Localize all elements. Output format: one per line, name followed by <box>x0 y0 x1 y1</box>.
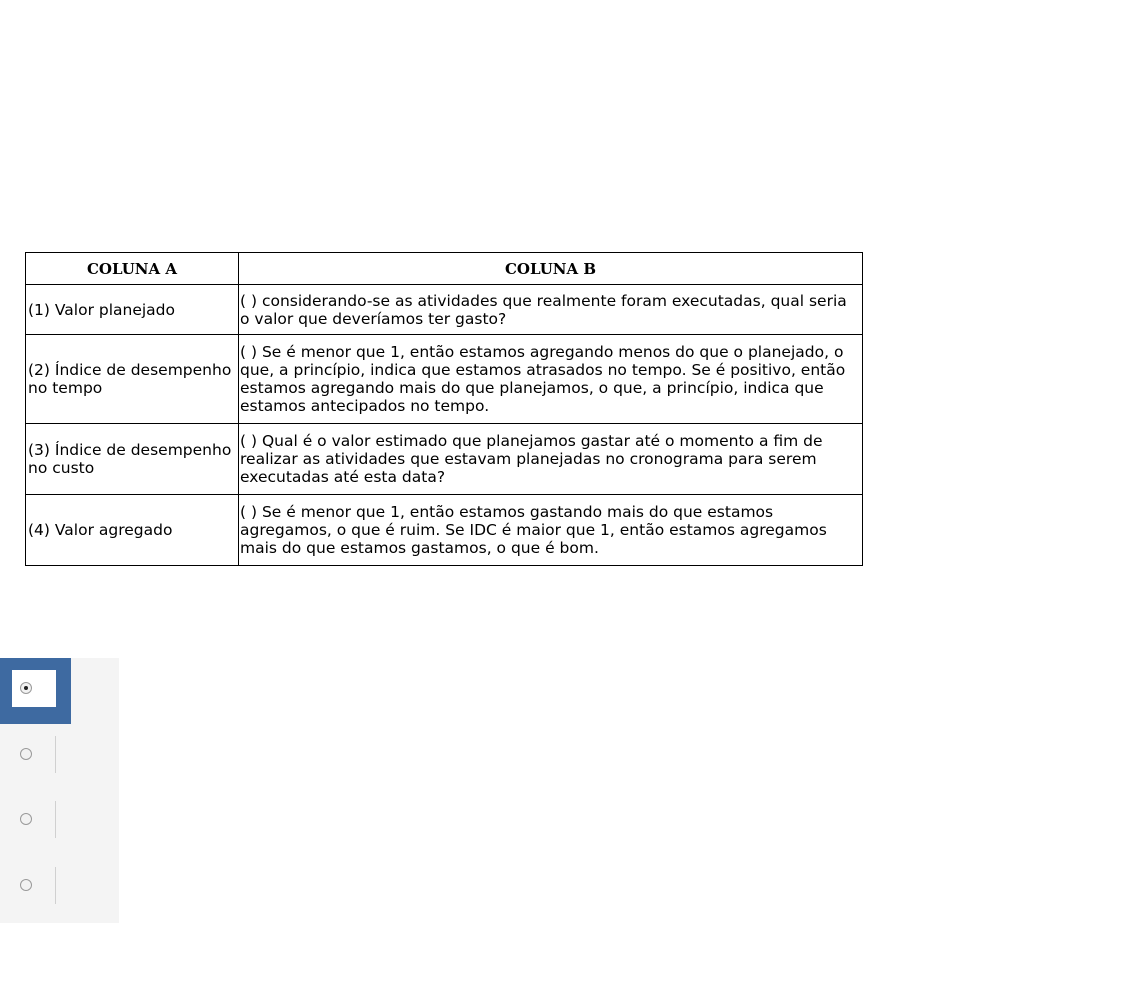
table-row <box>26 424 863 495</box>
table-row <box>26 495 863 566</box>
column-a-cell: (4) Valor agregado <box>26 495 239 566</box>
answer-option-3[interactable] <box>0 789 71 855</box>
answer-options-panel <box>0 658 119 923</box>
column-b-cell: ( ) Se é menor que 1, então estamos gastando mais do que estamos agregamos, o que é ruim. Se IDC é maior que 1, então estamos agregamos mais do que estamos gastamos, o que é bom. <box>239 495 863 566</box>
answer-option-2[interactable] <box>0 724 71 790</box>
table-row <box>26 335 863 424</box>
column-b-cell: ( ) Se é menor que 1, então estamos agregando menos do que o planejado, o que, a princípio, indica que estamos atrasados no tempo. Se é positivo, então estamos agregando mais do que planejamos, o que, a princípio, indica que estamos antecipados no tempo. <box>239 335 863 424</box>
answer-option-box[interactable] <box>12 867 56 904</box>
answer-option-4[interactable] <box>0 855 71 921</box>
answer-option-box[interactable] <box>12 801 56 838</box>
answer-option-box[interactable] <box>12 736 56 773</box>
column-a-cell: (1) Valor planejado <box>26 285 239 335</box>
column-b-cell: ( ) considerando-se as atividades que realmente foram executadas, qual seria o valor que deveríamos ter gasto? <box>239 285 863 335</box>
column-a-cell: (2) Índice de desempenho no tempo <box>26 335 239 424</box>
radio-button[interactable] <box>20 682 32 694</box>
column-b-header: COLUNA B <box>239 253 863 285</box>
radio-button[interactable] <box>20 748 32 760</box>
column-a-cell: (3) Índice de desempenho no custo <box>26 424 239 495</box>
table-row <box>26 285 863 335</box>
column-b-cell: ( ) Qual é o valor estimado que planejamos gastar até o momento a fim de realizar as atividades que estavam planejadas no cronograma para serem executadas até esta data? <box>239 424 863 495</box>
column-a-header: COLUNA A <box>26 253 239 285</box>
answer-option-box[interactable] <box>12 670 56 707</box>
table-header-row <box>26 253 863 285</box>
matching-table <box>25 252 863 566</box>
answer-option-1[interactable] <box>0 658 71 724</box>
radio-button[interactable] <box>20 879 32 891</box>
radio-button[interactable] <box>20 813 32 825</box>
